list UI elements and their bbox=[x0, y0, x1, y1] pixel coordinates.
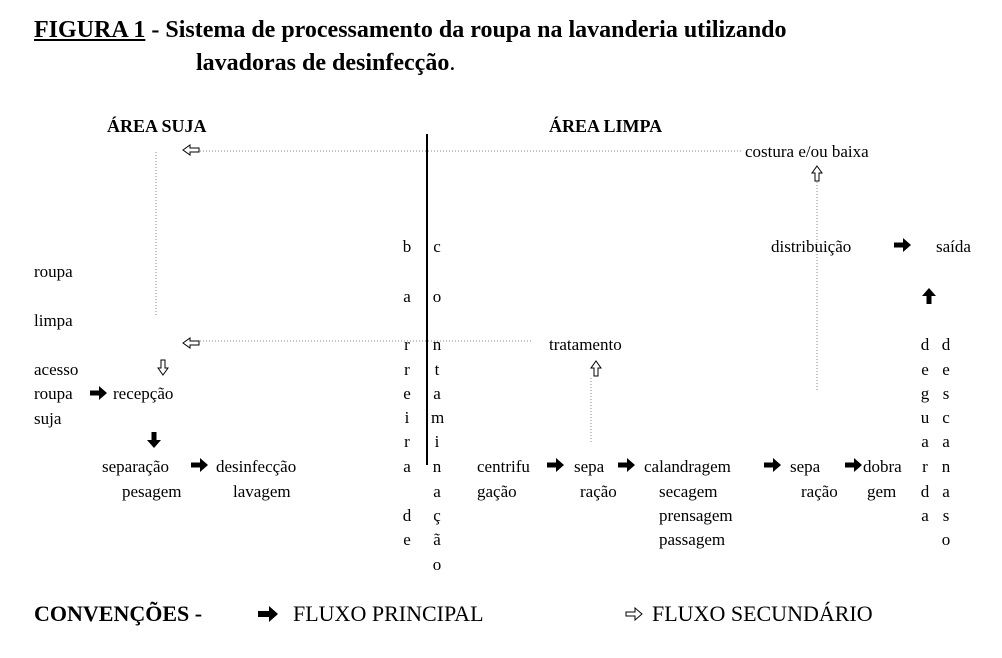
deguarda-letter: u bbox=[920, 408, 930, 427]
bold-arrow-down-icon bbox=[147, 432, 161, 448]
separacao-clean-node-2: ração bbox=[580, 482, 617, 501]
contamination-letter: ç bbox=[433, 506, 441, 525]
deguarda-letter: d bbox=[920, 482, 930, 501]
acesso-label-3: suja bbox=[34, 409, 62, 428]
desinfeccao-node: desinfecção bbox=[216, 457, 297, 476]
barrier-letter: a bbox=[403, 287, 411, 306]
barrier-letter: e bbox=[403, 530, 411, 549]
bold-arrow-right-icon bbox=[547, 458, 564, 472]
contamination-letter: m bbox=[431, 408, 445, 427]
separacao2-node-2: ração bbox=[801, 482, 838, 501]
title-dash: - bbox=[145, 17, 166, 43]
contamination-letter: t bbox=[434, 360, 440, 379]
acesso-label-1: acesso bbox=[34, 360, 79, 379]
fluxo-secundario-label: FLUXO SECUNDÁRIO bbox=[652, 601, 873, 626]
fluxo-principal-label: FLUXO PRINCIPAL bbox=[293, 601, 484, 626]
deguarda-letter: a bbox=[921, 432, 929, 451]
deguarda-letter: g bbox=[920, 384, 930, 403]
contamination-letter: o bbox=[432, 287, 442, 306]
title-period: . bbox=[449, 50, 456, 76]
contamination-letter: ã bbox=[433, 530, 441, 549]
legend-bold-arrow-icon bbox=[258, 606, 278, 622]
lavagem-node: lavagem bbox=[233, 482, 291, 501]
costura-node: costura e/ou baixa bbox=[745, 142, 869, 161]
barrier-letter: a bbox=[403, 457, 411, 476]
bold-arrow-right-icon bbox=[894, 238, 911, 252]
deguarda-letter: r bbox=[922, 457, 928, 476]
descanso-letter: n bbox=[941, 457, 951, 476]
bold-arrow-right-icon bbox=[845, 458, 862, 472]
hollow-arrow-up-icon bbox=[812, 166, 822, 181]
passagem-node: passagem bbox=[659, 530, 726, 549]
contamination-letter: a bbox=[433, 482, 441, 501]
separacao-node: separação bbox=[102, 457, 170, 476]
barrier-letter: b bbox=[402, 237, 412, 256]
acesso-label-2: roupa bbox=[34, 384, 73, 403]
centrifugacao-node: centrifu bbox=[477, 457, 530, 476]
barrier-letter: r bbox=[404, 432, 410, 451]
bold-arrow-right-icon bbox=[764, 458, 781, 472]
title-line-2-text: lavadoras de desinfecção bbox=[196, 50, 450, 76]
hollow-arrow-left-icon bbox=[183, 338, 199, 348]
deguarda-letter: a bbox=[921, 506, 929, 525]
bold-arrow-right-icon bbox=[618, 458, 635, 472]
deguarda-letter: e bbox=[921, 360, 929, 379]
descanso-letter: c bbox=[942, 408, 950, 427]
descanso-letter: o bbox=[941, 530, 951, 549]
recepcao-node: recepção bbox=[113, 384, 174, 403]
contamination-letter: c bbox=[433, 237, 441, 256]
bold-arrow-up-icon bbox=[922, 288, 936, 304]
prensagem-node: prensagem bbox=[659, 506, 733, 525]
separacao-clean-node: sepa bbox=[574, 457, 605, 476]
saida-node: saída bbox=[936, 237, 971, 256]
dobragem-node-2: gem bbox=[867, 482, 897, 501]
hollow-arrow-up-icon bbox=[591, 361, 601, 376]
figure-label: FIGURA 1 bbox=[34, 17, 146, 43]
descanso-letter: s bbox=[942, 384, 950, 403]
barrier-letter: r bbox=[404, 360, 410, 379]
barrier-letter: d bbox=[402, 506, 412, 525]
hollow-arrow-down-icon bbox=[158, 360, 168, 375]
roupa-limpa-label-2: limpa bbox=[34, 311, 73, 330]
barrier-letter: i bbox=[404, 408, 410, 427]
pesagem-node: pesagem bbox=[122, 482, 182, 501]
descanso-letter: s bbox=[942, 506, 950, 525]
centrifugacao-node-2: gação bbox=[477, 482, 517, 501]
deguarda-letter: d bbox=[920, 335, 930, 354]
title-line-1: Sistema de processamento da roupa na lavanderia utilizando bbox=[165, 17, 787, 43]
descanso-letter: e bbox=[942, 360, 950, 379]
bold-arrow-right-icon bbox=[90, 386, 107, 400]
dirty-area-heading: ÁREA SUJA bbox=[107, 116, 207, 136]
descanso-letter: d bbox=[941, 335, 951, 354]
conventions-label: CONVENÇÕES - bbox=[34, 601, 203, 626]
barrier-letter: e bbox=[403, 384, 411, 403]
bold-arrow-right-icon bbox=[191, 458, 208, 472]
tratamento-node: tratamento bbox=[549, 335, 622, 354]
roupa-limpa-label-1: roupa bbox=[34, 262, 73, 281]
barrier-letter: r bbox=[404, 335, 410, 354]
descanso-letter: a bbox=[942, 432, 950, 451]
contamination-letter: i bbox=[434, 432, 440, 451]
contamination-letter: n bbox=[432, 335, 442, 354]
descanso-letter: a bbox=[942, 482, 950, 501]
secagem-node: secagem bbox=[659, 482, 718, 501]
dobragem-node: dobra bbox=[863, 457, 902, 476]
contamination-letter: n bbox=[432, 457, 442, 476]
clean-area-heading: ÁREA LIMPA bbox=[549, 116, 663, 136]
hollow-arrow-left-icon bbox=[183, 145, 199, 155]
legend-hollow-arrow-icon bbox=[626, 608, 642, 620]
distribuicao-node: distribuição bbox=[771, 237, 852, 256]
contamination-letter: a bbox=[433, 384, 441, 403]
calandragem-node: calandragem bbox=[644, 457, 731, 476]
contamination-letter: o bbox=[432, 555, 442, 574]
separacao2-node: sepa bbox=[790, 457, 821, 476]
